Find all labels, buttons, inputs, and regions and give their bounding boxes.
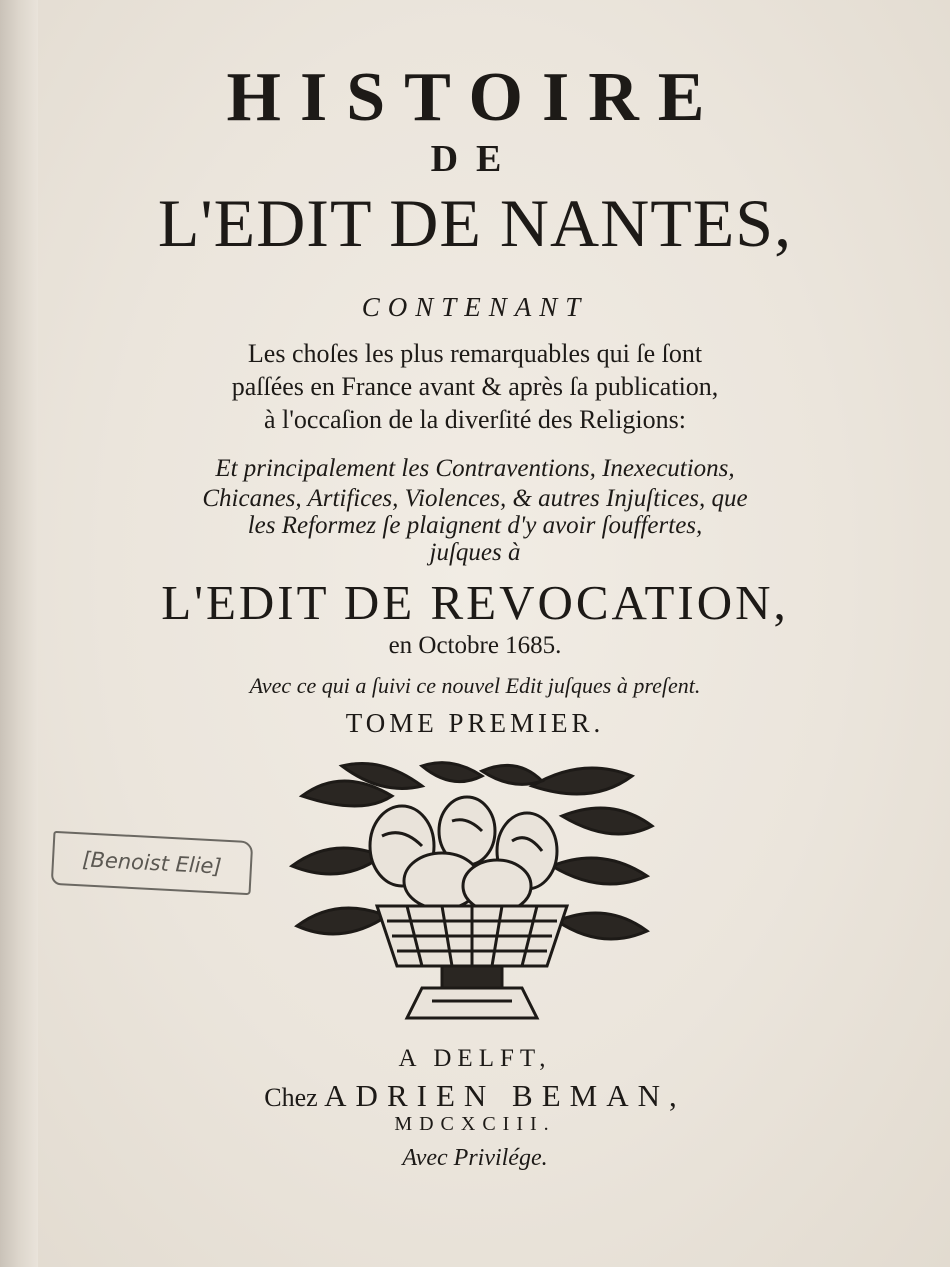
italic-description-line: Et principalement les Contraventions, Inexecutions, [215, 455, 735, 482]
italic-description-line: les Reformez ſe plaignent d'y avoir ſouffertes, [247, 512, 703, 539]
date-line: en Octobre 1685. [388, 632, 562, 659]
avec-line: Avec ce qui a ſuivi ce nouvel Edit juſques à preſent. [249, 673, 701, 698]
description-line: à l'occaſion de la diverſité des Religions: [263, 405, 686, 434]
title-edit-de-nantes: L'EDIT DE NANTES, [157, 185, 793, 261]
imprint-place: A DELFT, [398, 1045, 552, 1072]
imprint-year: MDCXCIII. [394, 1113, 556, 1135]
book-title: HISTOIRE [226, 59, 724, 136]
description-line: Les choſes les plus remarquables qui ſe ſont [247, 339, 703, 368]
chez-label: Chez [264, 1083, 318, 1112]
italic-description-line: juſques à [429, 539, 521, 566]
title-de: DE [430, 138, 520, 180]
volume-label: TOME PREMIER. [345, 708, 605, 738]
description-line: paſſées en France avant & après ſa publication, [231, 372, 719, 401]
imprint-privilege: Avec Privilége. [402, 1145, 548, 1171]
imprint-printer-line [0, 1078, 950, 1114]
printer-name: ADRIEN BEMAN, [324, 1078, 686, 1113]
basket-ornament-icon [282, 756, 660, 1036]
italic-description-line: Chicanes, Artifices, Violences, & autres Injuſtices, que [202, 485, 748, 512]
contenant-heading: CONTENANT [361, 292, 589, 322]
revocation-heading: L'EDIT DE REVOCATION, [161, 575, 789, 630]
handwritten-annotation: [Benoist Elie] [51, 831, 254, 895]
